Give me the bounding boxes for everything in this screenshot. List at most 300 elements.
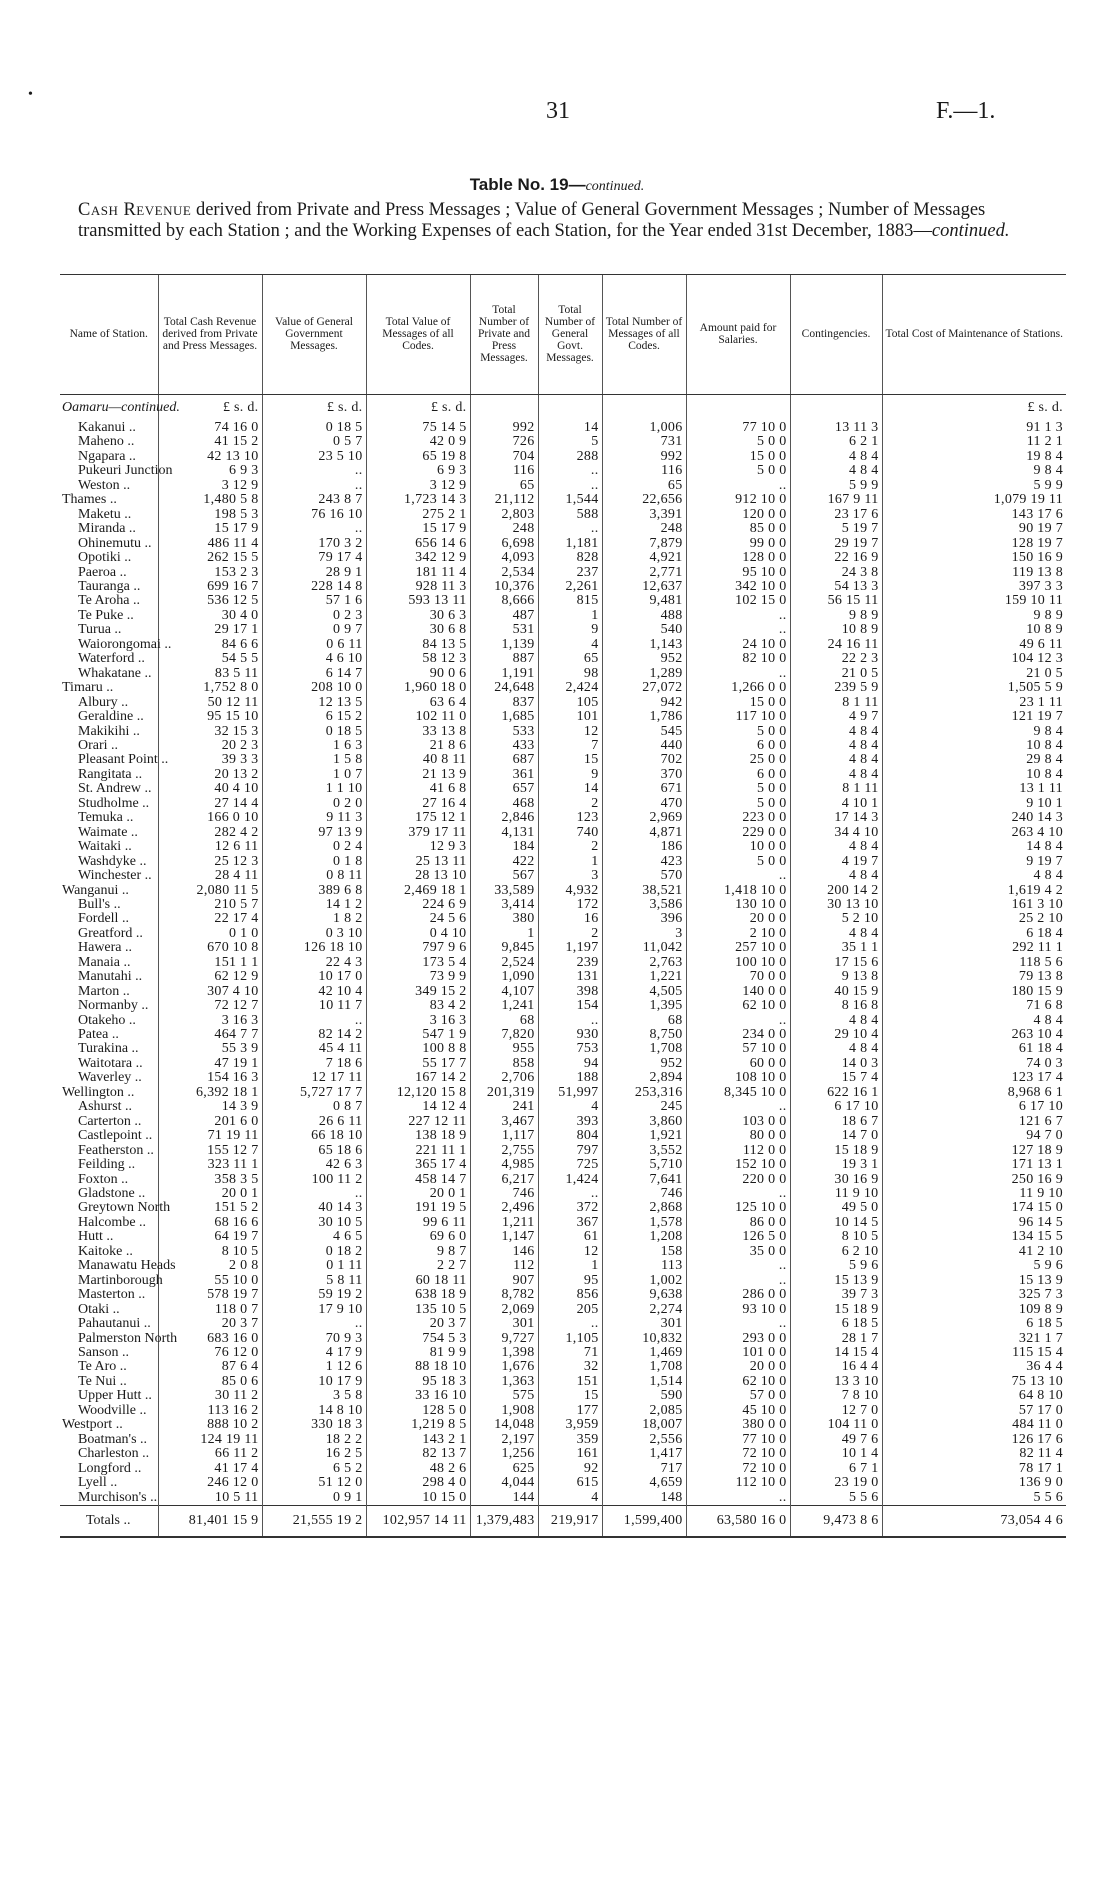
station-name-cell: Orari .. xyxy=(78,737,119,753)
value-cell: 55 17 7 xyxy=(366,1057,470,1071)
table-row xyxy=(60,609,1066,623)
station-name-cell: Otaki .. xyxy=(78,1301,120,1317)
station-name-cell: Washdyke .. xyxy=(78,853,147,869)
value-cell: 55 3 9 xyxy=(158,1042,262,1056)
value-cell: 33 13 8 xyxy=(366,725,470,739)
value-cell: 140 0 0 xyxy=(686,985,790,999)
value-cell: 930 xyxy=(538,1028,602,1042)
table-row xyxy=(60,1144,1066,1158)
value-cell: 547 1 9 xyxy=(366,1028,470,1042)
value-cell: 7,820 xyxy=(470,1028,538,1042)
value-cell: 95 10 0 xyxy=(686,566,790,580)
value-cell: 433 xyxy=(470,739,538,753)
table-row xyxy=(60,1014,1066,1028)
station-name-cell: Opotiki .. xyxy=(78,550,132,566)
value-cell: 468 xyxy=(470,797,538,811)
value-cell: 167 9 11 xyxy=(790,493,882,507)
value-cell: 593 13 11 xyxy=(366,594,470,608)
value-cell: 150 16 9 xyxy=(882,551,1066,565)
value-cell: £ s. d. xyxy=(158,395,262,422)
value-cell: 65 19 8 xyxy=(366,450,470,464)
value-cell: 3 16 3 xyxy=(366,1014,470,1028)
value-cell: 72 10 0 xyxy=(686,1447,790,1461)
value-cell: 39 7 3 xyxy=(790,1288,882,1302)
table-row xyxy=(60,869,1066,883)
value-cell: 15 xyxy=(538,1389,602,1403)
table-row xyxy=(60,1216,1066,1230)
value-cell: 8 1 11 xyxy=(790,782,882,796)
value-cell: 229 0 0 xyxy=(686,826,790,840)
table-row xyxy=(60,1404,1066,1418)
column-header: Total Cash Revenue derived from Private and Press Messages. xyxy=(158,275,262,395)
value-cell: .. xyxy=(686,1274,790,1288)
value-cell: 1,266 0 0 xyxy=(686,681,790,695)
value-cell: 248 xyxy=(470,522,538,536)
value-cell: 63 6 4 xyxy=(366,696,470,710)
value-cell: 13 1 11 xyxy=(882,782,1066,796)
station-name-cell: Geraldine .. xyxy=(78,709,144,725)
value-cell: 1,417 xyxy=(602,1447,686,1461)
table-row xyxy=(60,1071,1066,1085)
value-cell: 2,763 xyxy=(602,956,686,970)
station-name-cell: Longford .. xyxy=(78,1460,142,1476)
value-cell: 14 xyxy=(538,421,602,435)
value-cell: 170 3 2 xyxy=(262,537,366,551)
value-cell: .. xyxy=(686,479,790,493)
station-name-cell: Pukeuri Junction xyxy=(78,463,173,479)
value-cell: 65 xyxy=(602,479,686,493)
value-cell: 8,968 6 1 xyxy=(882,1086,1066,1100)
value-cell: 330 18 3 xyxy=(262,1418,366,1432)
station-name-cell: Winchester .. xyxy=(78,868,152,884)
value-cell xyxy=(686,395,790,422)
value-cell: 138 18 9 xyxy=(366,1129,470,1143)
station-name-cell: Lyell .. xyxy=(78,1475,118,1491)
value-cell: 6 7 1 xyxy=(790,1462,882,1476)
value-cell: 172 xyxy=(538,898,602,912)
value-cell: 124 19 11 xyxy=(158,1433,262,1447)
value-cell: .. xyxy=(686,609,790,623)
totals-row xyxy=(60,1505,1066,1537)
value-cell: 173 5 4 xyxy=(366,956,470,970)
value-cell: 1,619 4 2 xyxy=(882,884,1066,898)
value-cell: 656 14 6 xyxy=(366,537,470,551)
value-cell: 717 xyxy=(602,1462,686,1476)
value-cell: 41 2 10 xyxy=(882,1245,1066,1259)
table-row xyxy=(60,1433,1066,1447)
value-cell: 42 10 4 xyxy=(262,985,366,999)
value-cell: 545 xyxy=(602,725,686,739)
value-cell: 10 17 0 xyxy=(262,970,366,984)
station-name-cell: Waitaki .. xyxy=(78,839,132,855)
value-cell: 82 14 2 xyxy=(262,1028,366,1042)
value-cell: 115 15 4 xyxy=(882,1346,1066,1360)
value-cell: 75 13 10 xyxy=(882,1375,1066,1389)
table-row xyxy=(60,710,1066,724)
value-cell: 575 xyxy=(470,1389,538,1403)
value-cell: 4 xyxy=(538,1491,602,1506)
value-cell: 6 0 0 xyxy=(686,768,790,782)
value-cell: 9 8 4 xyxy=(882,725,1066,739)
station-name-cell: Martinborough xyxy=(78,1272,163,1288)
value-cell: 66 18 10 xyxy=(262,1129,366,1143)
value-cell: 10 8 9 xyxy=(882,623,1066,637)
value-cell: 12 7 0 xyxy=(790,1404,882,1418)
table-row xyxy=(60,1274,1066,1288)
value-cell: 9 8 7 xyxy=(366,1245,470,1259)
value-cell: 5 9 9 xyxy=(882,479,1066,493)
table-row xyxy=(60,681,1066,695)
value-cell: 1,105 xyxy=(538,1332,602,1346)
value-cell: 223 0 0 xyxy=(686,811,790,825)
value-cell: 14 8 4 xyxy=(882,840,1066,854)
value-cell: 10 11 7 xyxy=(262,999,366,1013)
value-cell: 82 11 4 xyxy=(882,1447,1066,1461)
value-cell: 62 10 0 xyxy=(686,999,790,1013)
value-cell: 1,256 xyxy=(470,1447,538,1461)
station-name-cell: Te Nui .. xyxy=(78,1373,127,1389)
value-cell: 10 15 0 xyxy=(366,1491,470,1506)
station-name-cell: Patea .. xyxy=(78,1027,119,1043)
table-row xyxy=(60,782,1066,796)
value-cell: 250 16 9 xyxy=(882,1173,1066,1187)
value-cell: 5 9 6 xyxy=(882,1259,1066,1273)
value-cell: 79 17 4 xyxy=(262,551,366,565)
value-cell: 146 xyxy=(470,1245,538,1259)
table-row xyxy=(60,898,1066,912)
value-cell: 30 11 2 xyxy=(158,1389,262,1403)
value-cell: 105 xyxy=(538,696,602,710)
station-name-cell: Weston .. xyxy=(78,477,131,493)
value-cell: 144 xyxy=(470,1491,538,1506)
column-header: Value of General Government Messages. xyxy=(262,275,366,395)
station-name-cell: Hawera .. xyxy=(78,940,133,956)
table-row xyxy=(60,652,1066,666)
value-cell: 3 12 9 xyxy=(158,479,262,493)
value-cell: 57 0 0 xyxy=(686,1389,790,1403)
value-cell: 15 0 0 xyxy=(686,696,790,710)
value-cell: 14,048 xyxy=(470,1418,538,1432)
value-cell: 15 18 9 xyxy=(790,1303,882,1317)
value-cell: 81 9 9 xyxy=(366,1346,470,1360)
value-cell: 2,085 xyxy=(602,1404,686,1418)
table-row xyxy=(60,1115,1066,1129)
value-cell: 282 4 2 xyxy=(158,826,262,840)
value-cell: 484 11 0 xyxy=(882,1418,1066,1432)
value-cell: 227 12 11 xyxy=(366,1115,470,1129)
value-cell: 127 18 9 xyxy=(882,1144,1066,1158)
value-cell: 14 7 0 xyxy=(790,1129,882,1143)
column-header: Total Number of Messages of all Codes. xyxy=(602,275,686,395)
value-cell: 184 xyxy=(470,840,538,854)
value-cell: 888 10 2 xyxy=(158,1418,262,1432)
value-cell: 9,638 xyxy=(602,1288,686,1302)
value-cell: 116 xyxy=(602,464,686,478)
value-cell: 18 2 2 xyxy=(262,1433,366,1447)
value-cell: 38,521 xyxy=(602,884,686,898)
station-name-cell: Gladstone .. xyxy=(78,1186,146,1202)
value-cell: 2,755 xyxy=(470,1144,538,1158)
value-cell: 40 14 3 xyxy=(262,1201,366,1215)
value-cell: 25 0 0 xyxy=(686,753,790,767)
value-cell: 14 8 10 xyxy=(262,1404,366,1418)
station-name-cell: Waimate .. xyxy=(78,824,138,840)
value-cell: 325 7 3 xyxy=(882,1288,1066,1302)
value-cell: 15 18 9 xyxy=(790,1144,882,1158)
value-cell: 1,514 xyxy=(602,1375,686,1389)
value-cell: 12,637 xyxy=(602,580,686,594)
value-cell: .. xyxy=(538,522,602,536)
station-name-cell: Waiorongomai .. xyxy=(78,636,172,652)
value-cell: 912 10 0 xyxy=(686,493,790,507)
station-name-cell: Manawatu Heads xyxy=(78,1258,176,1274)
value-cell: .. xyxy=(686,1187,790,1201)
value-cell: 42 0 9 xyxy=(366,435,470,449)
value-cell: 321 1 7 xyxy=(882,1332,1066,1346)
value-cell: 21 0 5 xyxy=(882,667,1066,681)
value-cell: 275 2 1 xyxy=(366,508,470,522)
station-name-cell: Normanby .. xyxy=(78,998,149,1014)
value-cell: 121 6 7 xyxy=(882,1115,1066,1129)
value-cell: 73 9 9 xyxy=(366,970,470,984)
station-name-cell: Ngapara .. xyxy=(78,448,136,464)
value-cell: 21,555 19 2 xyxy=(262,1505,366,1537)
station-name-cell: Fordell .. xyxy=(78,911,129,927)
value-cell: 175 12 1 xyxy=(366,811,470,825)
value-cell: 191 19 5 xyxy=(366,1201,470,1215)
station-name-cell: Maketu .. xyxy=(78,506,132,522)
value-cell: 3,467 xyxy=(470,1115,538,1129)
value-cell: 17 14 3 xyxy=(790,811,882,825)
value-cell: 246 12 0 xyxy=(158,1476,262,1490)
value-cell: 55 10 0 xyxy=(158,1274,262,1288)
value-cell: 134 15 5 xyxy=(882,1230,1066,1244)
value-cell: 9 8 9 xyxy=(790,609,882,623)
value-cell: 7,641 xyxy=(602,1173,686,1187)
value-cell: 219,917 xyxy=(538,1505,602,1537)
units-row xyxy=(60,395,1066,422)
value-cell: 4 8 4 xyxy=(790,725,882,739)
value-cell: 4 10 1 xyxy=(790,797,882,811)
value-cell: 3,586 xyxy=(602,898,686,912)
value-cell: 3,391 xyxy=(602,508,686,522)
value-cell: 220 0 0 xyxy=(686,1173,790,1187)
value-cell: 27 14 4 xyxy=(158,797,262,811)
value-cell: 2,894 xyxy=(602,1071,686,1085)
table-row xyxy=(60,522,1066,536)
value-cell: 1,599,400 xyxy=(602,1505,686,1537)
table-row xyxy=(60,1245,1066,1259)
value-cell: 464 7 7 xyxy=(158,1028,262,1042)
value-cell: 27 16 4 xyxy=(366,797,470,811)
value-cell: £ s. d. xyxy=(882,395,1066,422)
value-cell: 94 xyxy=(538,1057,602,1071)
station-name-cell: Whakatane .. xyxy=(78,665,152,681)
value-cell: 135 10 5 xyxy=(366,1303,470,1317)
value-cell: 94 7 0 xyxy=(882,1129,1066,1143)
value-cell: 19 8 4 xyxy=(882,450,1066,464)
value-cell: 116 xyxy=(470,464,538,478)
table-row xyxy=(60,941,1066,955)
value-cell: 25 12 3 xyxy=(158,855,262,869)
value-cell: 59 19 2 xyxy=(262,1288,366,1302)
value-cell: 4,131 xyxy=(470,826,538,840)
value-cell: 20 13 2 xyxy=(158,768,262,782)
value-cell: .. xyxy=(262,479,366,493)
value-cell: 531 xyxy=(470,623,538,637)
value-cell: 6 0 0 xyxy=(686,739,790,753)
value-cell: 342 12 9 xyxy=(366,551,470,565)
station-name-cell: Upper Hutt .. xyxy=(78,1388,152,1404)
value-cell: 0 1 8 xyxy=(262,855,366,869)
table-row xyxy=(60,912,1066,926)
value-cell: 3 16 3 xyxy=(158,1014,262,1028)
value-cell: 11 9 10 xyxy=(882,1187,1066,1201)
value-cell: 487 xyxy=(470,609,538,623)
value-cell: 0 8 7 xyxy=(262,1100,366,1114)
value-cell: 4 8 4 xyxy=(790,753,882,767)
value-cell: 12 13 5 xyxy=(262,696,366,710)
value-cell: 13 3 10 xyxy=(790,1375,882,1389)
value-cell: 113 xyxy=(602,1259,686,1273)
value-cell: 73,054 4 6 xyxy=(882,1505,1066,1537)
value-cell: 12 6 11 xyxy=(158,840,262,854)
value-cell: 5 0 0 xyxy=(686,435,790,449)
value-cell: 15 0 0 xyxy=(686,450,790,464)
value-cell: 746 xyxy=(602,1187,686,1201)
value-cell: 2 2 7 xyxy=(366,1259,470,1273)
value-cell: 858 xyxy=(470,1057,538,1071)
value-cell: 5 5 6 xyxy=(882,1491,1066,1506)
value-cell: 8,782 xyxy=(470,1288,538,1302)
value-cell: 1 xyxy=(538,1259,602,1273)
value-cell: 1,960 18 0 xyxy=(366,681,470,695)
value-cell: 1,723 14 3 xyxy=(366,493,470,507)
value-cell: 4 8 4 xyxy=(790,768,882,782)
value-cell: 1,208 xyxy=(602,1230,686,1244)
value-cell: 6 18 5 xyxy=(882,1317,1066,1331)
value-cell: 359 xyxy=(538,1433,602,1447)
value-cell: 5 8 11 xyxy=(262,1274,366,1288)
station-name-cell: Tauranga .. xyxy=(78,578,141,594)
value-cell: 161 3 10 xyxy=(882,898,1066,912)
value-cell: 4,871 xyxy=(602,826,686,840)
value-cell: 699 16 7 xyxy=(158,580,262,594)
value-cell: 952 xyxy=(602,652,686,666)
value-cell: 1,786 xyxy=(602,710,686,724)
value-cell: 161 xyxy=(538,1447,602,1461)
value-cell: 10,832 xyxy=(602,1332,686,1346)
value-cell: 112 xyxy=(470,1259,538,1273)
value-cell: 22 16 9 xyxy=(790,551,882,565)
value-cell: 83 4 2 xyxy=(366,999,470,1013)
value-cell: 1,752 8 0 xyxy=(158,681,262,695)
station-name-cell: Greatford .. xyxy=(78,925,143,941)
value-cell: 167 14 2 xyxy=(366,1071,470,1085)
value-cell: 151 xyxy=(538,1375,602,1389)
value-cell: 6 18 4 xyxy=(882,927,1066,941)
value-cell: 7 8 10 xyxy=(790,1389,882,1403)
value-cell: 1,289 xyxy=(602,667,686,681)
station-name-cell: Waitotara .. xyxy=(78,1055,143,1071)
station-name-cell: Paeroa .. xyxy=(78,564,127,580)
value-cell: 6 14 7 xyxy=(262,667,366,681)
value-cell: 49 6 11 xyxy=(882,638,1066,652)
value-cell: 30 10 5 xyxy=(262,1216,366,1230)
value-cell: 440 xyxy=(602,739,686,753)
value-cell: 112 0 0 xyxy=(686,1144,790,1158)
value-cell: 22 2 3 xyxy=(790,652,882,666)
table-row xyxy=(60,753,1066,767)
value-cell: 1,708 xyxy=(602,1360,686,1374)
value-cell: 23 19 0 xyxy=(790,1476,882,1490)
value-cell xyxy=(470,395,538,422)
value-cell: 148 xyxy=(602,1491,686,1506)
value-cell: 536 12 5 xyxy=(158,594,262,608)
value-cell: 153 2 3 xyxy=(158,566,262,580)
value-cell: 57 10 0 xyxy=(686,1042,790,1056)
value-cell: 92 xyxy=(538,1462,602,1476)
table-row xyxy=(60,1447,1066,1461)
station-name-cell: Turakina .. xyxy=(78,1041,139,1057)
value-cell: 1,117 xyxy=(470,1129,538,1143)
value-cell: 292 11 1 xyxy=(882,941,1066,955)
station-name-cell: Albury .. xyxy=(78,694,129,710)
value-cell: 3 5 8 xyxy=(262,1389,366,1403)
value-cell: 22 17 4 xyxy=(158,912,262,926)
value-cell: 85 0 6 xyxy=(158,1375,262,1389)
value-cell: 5 0 0 xyxy=(686,782,790,796)
value-cell: 1 0 7 xyxy=(262,768,366,782)
value-cell: 1,139 xyxy=(470,638,538,652)
value-cell: 57 1 6 xyxy=(262,594,366,608)
value-cell: 21 0 5 xyxy=(790,667,882,681)
value-cell: 1 5 8 xyxy=(262,753,366,767)
value-cell: 60 18 11 xyxy=(366,1274,470,1288)
value-cell: 8,750 xyxy=(602,1028,686,1042)
value-cell: 84 6 6 xyxy=(158,638,262,652)
table-row xyxy=(60,797,1066,811)
value-cell: 30 6 8 xyxy=(366,623,470,637)
value-cell: 98 xyxy=(538,667,602,681)
value-cell: 379 17 11 xyxy=(366,826,470,840)
value-cell: 293 0 0 xyxy=(686,1332,790,1346)
value-cell: 95 18 3 xyxy=(366,1375,470,1389)
value-cell: 28 4 11 xyxy=(158,869,262,883)
value-cell: 9 13 8 xyxy=(790,970,882,984)
value-cell: 1,211 xyxy=(470,1216,538,1230)
station-name-cell: St. Andrew .. xyxy=(78,781,152,797)
value-cell: 2,069 xyxy=(470,1303,538,1317)
value-cell: .. xyxy=(686,1259,790,1273)
value-cell: 51 12 0 xyxy=(262,1476,366,1490)
value-cell: 588 xyxy=(538,508,602,522)
value-cell: 5 2 10 xyxy=(790,912,882,926)
value-cell: 19 3 1 xyxy=(790,1158,882,1172)
value-cell: 1,480 5 8 xyxy=(158,493,262,507)
value-cell: 0 18 5 xyxy=(262,421,366,435)
value-cell: 4 xyxy=(538,1100,602,1114)
column-header: Total Number of Private and Press Messages. xyxy=(470,275,538,395)
value-cell: 71 xyxy=(538,1346,602,1360)
value-cell: 117 10 0 xyxy=(686,710,790,724)
value-cell: 797 9 6 xyxy=(366,941,470,955)
value-cell: 24 10 0 xyxy=(686,638,790,652)
value-cell: 118 0 7 xyxy=(158,1303,262,1317)
column-header: Contingencies. xyxy=(790,275,882,395)
value-cell: 143 17 6 xyxy=(882,508,1066,522)
value-cell: 174 15 0 xyxy=(882,1201,1066,1215)
